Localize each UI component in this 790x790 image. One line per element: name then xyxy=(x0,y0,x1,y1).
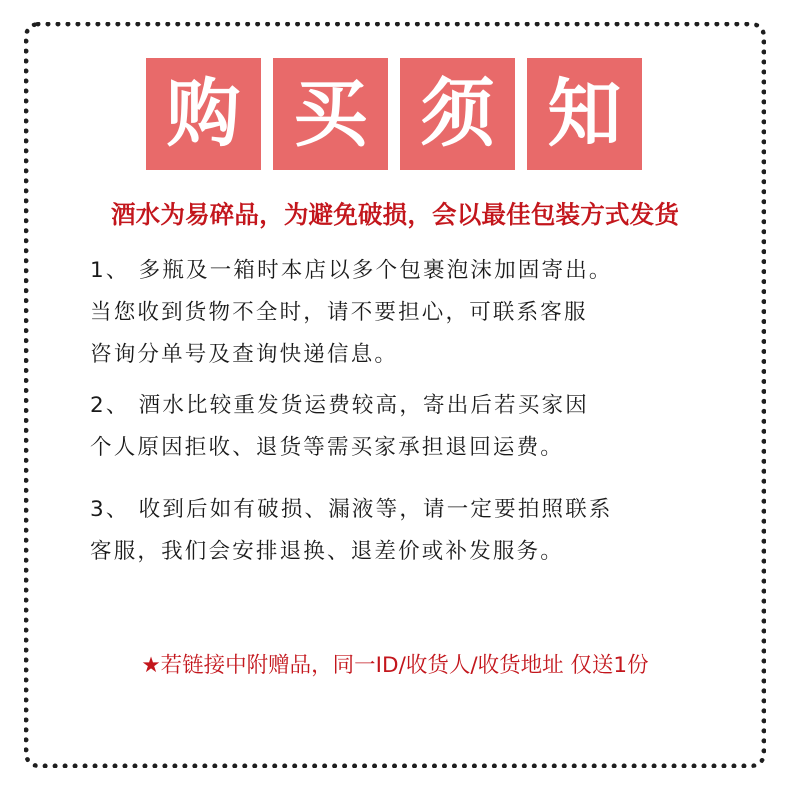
title-char-box xyxy=(273,58,388,170)
title-char-box xyxy=(527,58,642,170)
notice-1 xyxy=(90,250,750,376)
notice-line: 2、 酒水比较重发货运费较高，寄出后若买家因 xyxy=(90,393,589,418)
title-char: 购 xyxy=(166,71,241,157)
title-char: 知 xyxy=(547,71,622,157)
title-char-box xyxy=(146,58,261,170)
notice-line: 3、 收到后如有破损、漏液等，请一定要拍照联系 xyxy=(90,497,613,522)
notice-line: 个人原因拒收、退货等需买家承担退回运费。 xyxy=(90,435,565,460)
notice-2 xyxy=(90,385,750,469)
gift-note: ★若链接中附赠品，同一ID/收货人/收货地址 仅送1份 xyxy=(141,653,649,678)
notice-line: 咨询分单号及查询快递信息。 xyxy=(90,342,399,367)
notice-line: 1、 多瓶及一箱时本店以多个包裹泡沫加固寄出。 xyxy=(90,258,613,283)
title-char-box xyxy=(400,58,515,170)
notice-line: 当您收到货物不全时，请不要担心，可联系客服 xyxy=(90,300,588,325)
notice-line: 客服，我们会安排退换、退差价或补发服务。 xyxy=(90,539,565,564)
title-char: 买 xyxy=(293,71,368,157)
page-title xyxy=(146,58,642,170)
title-char: 须 xyxy=(420,71,495,157)
subtitle: 酒水为易碎品，为避免破损，会以最佳包装方式发货 xyxy=(110,200,680,229)
notice-3 xyxy=(90,489,750,573)
